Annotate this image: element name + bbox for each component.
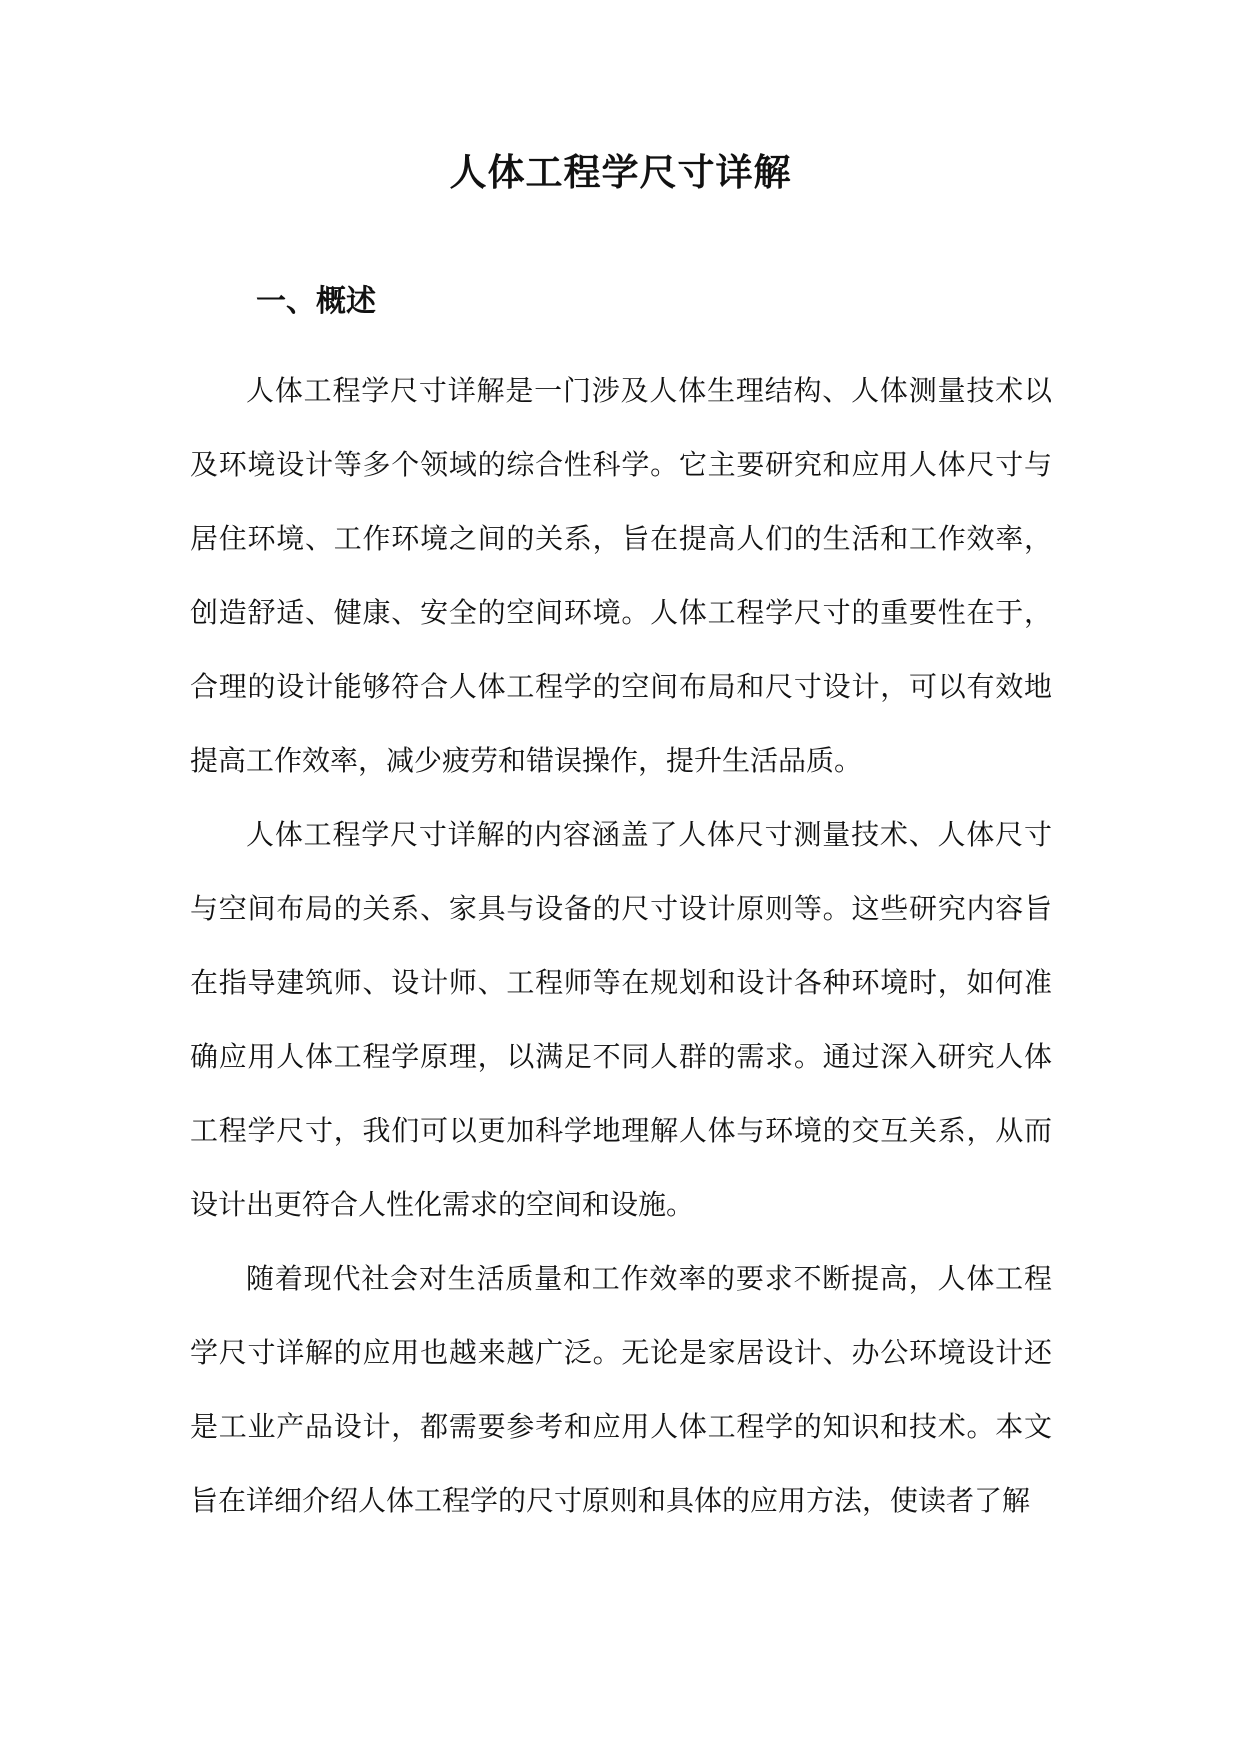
paragraph: 人体工程学尺寸详解是一门涉及人体生理结构、人体测量技术以及环境设计等多个领域的综合性科学。它主要研究和应用人体尺寸与居住环境、工作环境之间的关系，旨在提高人们的生活和工作效率，创造舒适、健康、安全的空间环境。人体工程学尺寸的重要性在于，合理的设计能够符合人体工程学的空间布局和尺寸设计，可以有效地提高工作效率，减少疲劳和错误操作，提升生活品质。 — [190, 374, 1052, 777]
section-heading: 一、概述 — [256, 284, 376, 319]
paragraph: 人体工程学尺寸详解的内容涵盖了人体尺寸测量技术、人体尺寸与空间布局的关系、家具与设备的尺寸设计原则等。这些研究内容旨在指导建筑师、设计师、工程师等在规划和设计各种环境时，如何准确应用人体工程学原理，以满足不同人群的需求。通过深入研究人体工程学尺寸，我们可以更加科学地理解人体与环境的交互关系，从而设计出更符合人性化需求的空间和设施。 — [190, 818, 1052, 1221]
document-title: 人体工程学尺寸详解 — [449, 150, 792, 194]
body-text — [190, 354, 1052, 1538]
paragraph: 随着现代社会对生活质量和工作效率的要求不断提高，人体工程学尺寸详解的应用也越来越广泛。无论是家居设计、办公环境设计还是工业产品设计，都需要参考和应用人体工程学的知识和技术。本文旨在详细介绍人体工程学的尺寸原则和具体的应用方法，使读者了解 — [190, 1262, 1052, 1517]
